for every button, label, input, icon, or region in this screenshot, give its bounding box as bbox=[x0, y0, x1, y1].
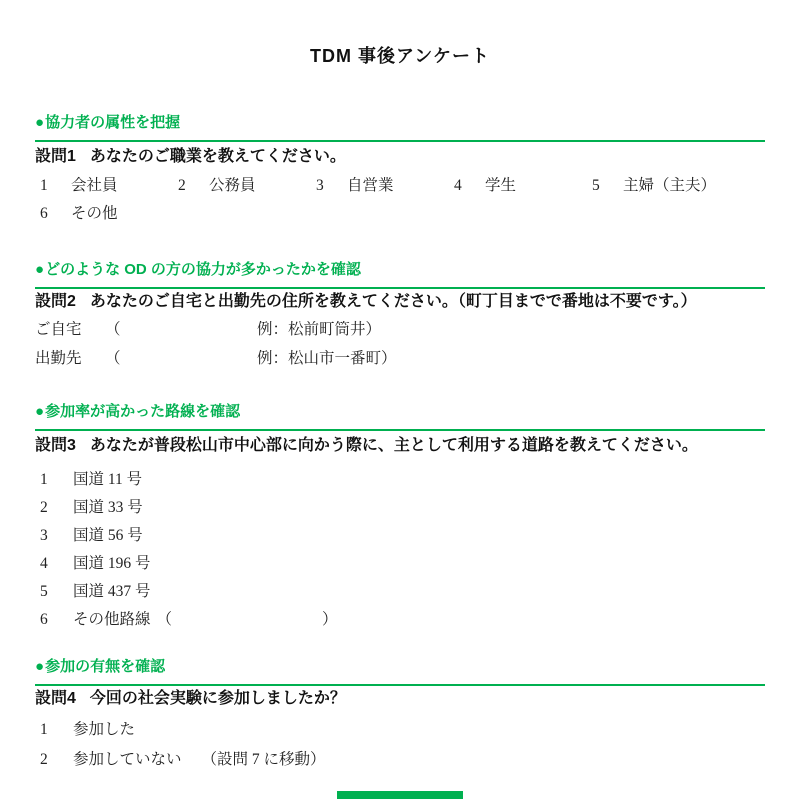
option-number: 2 bbox=[40, 751, 48, 768]
option-label: 公務員 bbox=[209, 177, 256, 194]
option-item bbox=[40, 204, 118, 224]
option-number: 1 bbox=[40, 177, 48, 194]
option-label: 主婦（主夫） bbox=[623, 177, 717, 194]
field-label: ご自宅 bbox=[35, 321, 82, 338]
section-bullet-icon: ● bbox=[35, 261, 45, 278]
option-label: その他路線 bbox=[73, 611, 151, 628]
option-number: 6 bbox=[40, 611, 48, 628]
option-label: 参加した bbox=[73, 721, 136, 738]
option-note: （設問 7 に移動） bbox=[201, 751, 326, 768]
question-text: 今回の社会実験に参加しましたか？ bbox=[89, 690, 346, 707]
question-label: 設問3 bbox=[35, 437, 76, 454]
option-item bbox=[592, 176, 716, 196]
participation-option bbox=[40, 750, 326, 770]
section-header-text: どのような OD の方の協力が多かったかを確認 bbox=[45, 261, 361, 278]
section-bullet-icon: ● bbox=[35, 658, 45, 675]
section-header-text: 参加の有無を確認 bbox=[45, 658, 166, 675]
section-header-od bbox=[35, 260, 765, 289]
route-option bbox=[40, 582, 151, 602]
option-number: 3 bbox=[316, 177, 324, 194]
option-label: 学生 bbox=[485, 177, 517, 194]
question-text: あなたのご自宅と出勤先の住所を教えてください。（町丁目までで番地は不要です。） bbox=[89, 293, 697, 310]
section-bullet-icon: ● bbox=[35, 403, 45, 420]
question-1 bbox=[35, 147, 765, 167]
participation-option bbox=[40, 720, 135, 740]
route-option bbox=[40, 554, 151, 574]
route-option-other bbox=[40, 610, 338, 630]
open-paren: （ bbox=[156, 611, 173, 628]
option-number: 5 bbox=[40, 583, 48, 600]
question-text: あなたが普段松山市中心部に向かう際に、主として利用する道路を教えてください。 bbox=[89, 437, 698, 454]
option-number: 4 bbox=[454, 177, 462, 194]
question-3 bbox=[35, 436, 765, 456]
question-label: 設問1 bbox=[35, 148, 76, 165]
question-label: 設問4 bbox=[35, 690, 76, 707]
option-label: 参加していない bbox=[73, 751, 182, 768]
option-item bbox=[316, 176, 394, 196]
route-option bbox=[40, 498, 143, 518]
option-label: その他 bbox=[71, 205, 118, 222]
option-label: 国道 196 号 bbox=[73, 555, 151, 572]
page-title: TDM 事後アンケート bbox=[310, 46, 490, 66]
section-header-participation bbox=[35, 657, 765, 686]
section-header-attributes bbox=[35, 113, 765, 142]
option-number: 1 bbox=[40, 721, 48, 738]
option-number: 1 bbox=[40, 471, 48, 488]
option-label: 国道 33 号 bbox=[73, 499, 143, 516]
option-label: 国道 56 号 bbox=[73, 527, 143, 544]
route-option bbox=[40, 470, 142, 490]
option-label: 会社員 bbox=[71, 177, 118, 194]
option-number: 5 bbox=[592, 177, 600, 194]
section-bullet-icon: ● bbox=[35, 114, 45, 131]
address-field-home bbox=[35, 320, 381, 340]
footer-bar bbox=[337, 791, 463, 799]
section-header-text: 協力者の属性を把握 bbox=[45, 114, 181, 131]
option-number: 4 bbox=[40, 555, 48, 572]
section-header-text: 参加率が高かった路線を確認 bbox=[45, 403, 241, 420]
open-paren: （ bbox=[105, 321, 121, 338]
field-label: 出勤先 bbox=[35, 350, 82, 367]
section-header-routes bbox=[35, 402, 765, 431]
question-label: 設問2 bbox=[35, 293, 76, 310]
option-item bbox=[40, 176, 118, 196]
option-number: 6 bbox=[40, 205, 48, 222]
option-number: 3 bbox=[40, 527, 48, 544]
option-label: 国道 11 号 bbox=[73, 471, 143, 488]
option-item bbox=[454, 176, 516, 196]
option-item bbox=[178, 176, 256, 196]
route-option bbox=[40, 526, 143, 546]
option-label: 国道 437 号 bbox=[73, 583, 151, 600]
option-label: 自営業 bbox=[347, 177, 394, 194]
example-text: 例：松山市一番町） bbox=[257, 350, 397, 367]
question-4 bbox=[35, 689, 765, 709]
question-2 bbox=[35, 292, 765, 312]
option-number: 2 bbox=[178, 177, 186, 194]
close-paren: ） bbox=[322, 611, 338, 628]
example-text: 例：松前町筒井） bbox=[257, 321, 382, 338]
option-number: 2 bbox=[40, 499, 48, 516]
open-paren: （ bbox=[105, 350, 121, 367]
question-text: あなたのご職業を教えてください。 bbox=[89, 148, 346, 165]
address-field-work bbox=[35, 349, 397, 369]
